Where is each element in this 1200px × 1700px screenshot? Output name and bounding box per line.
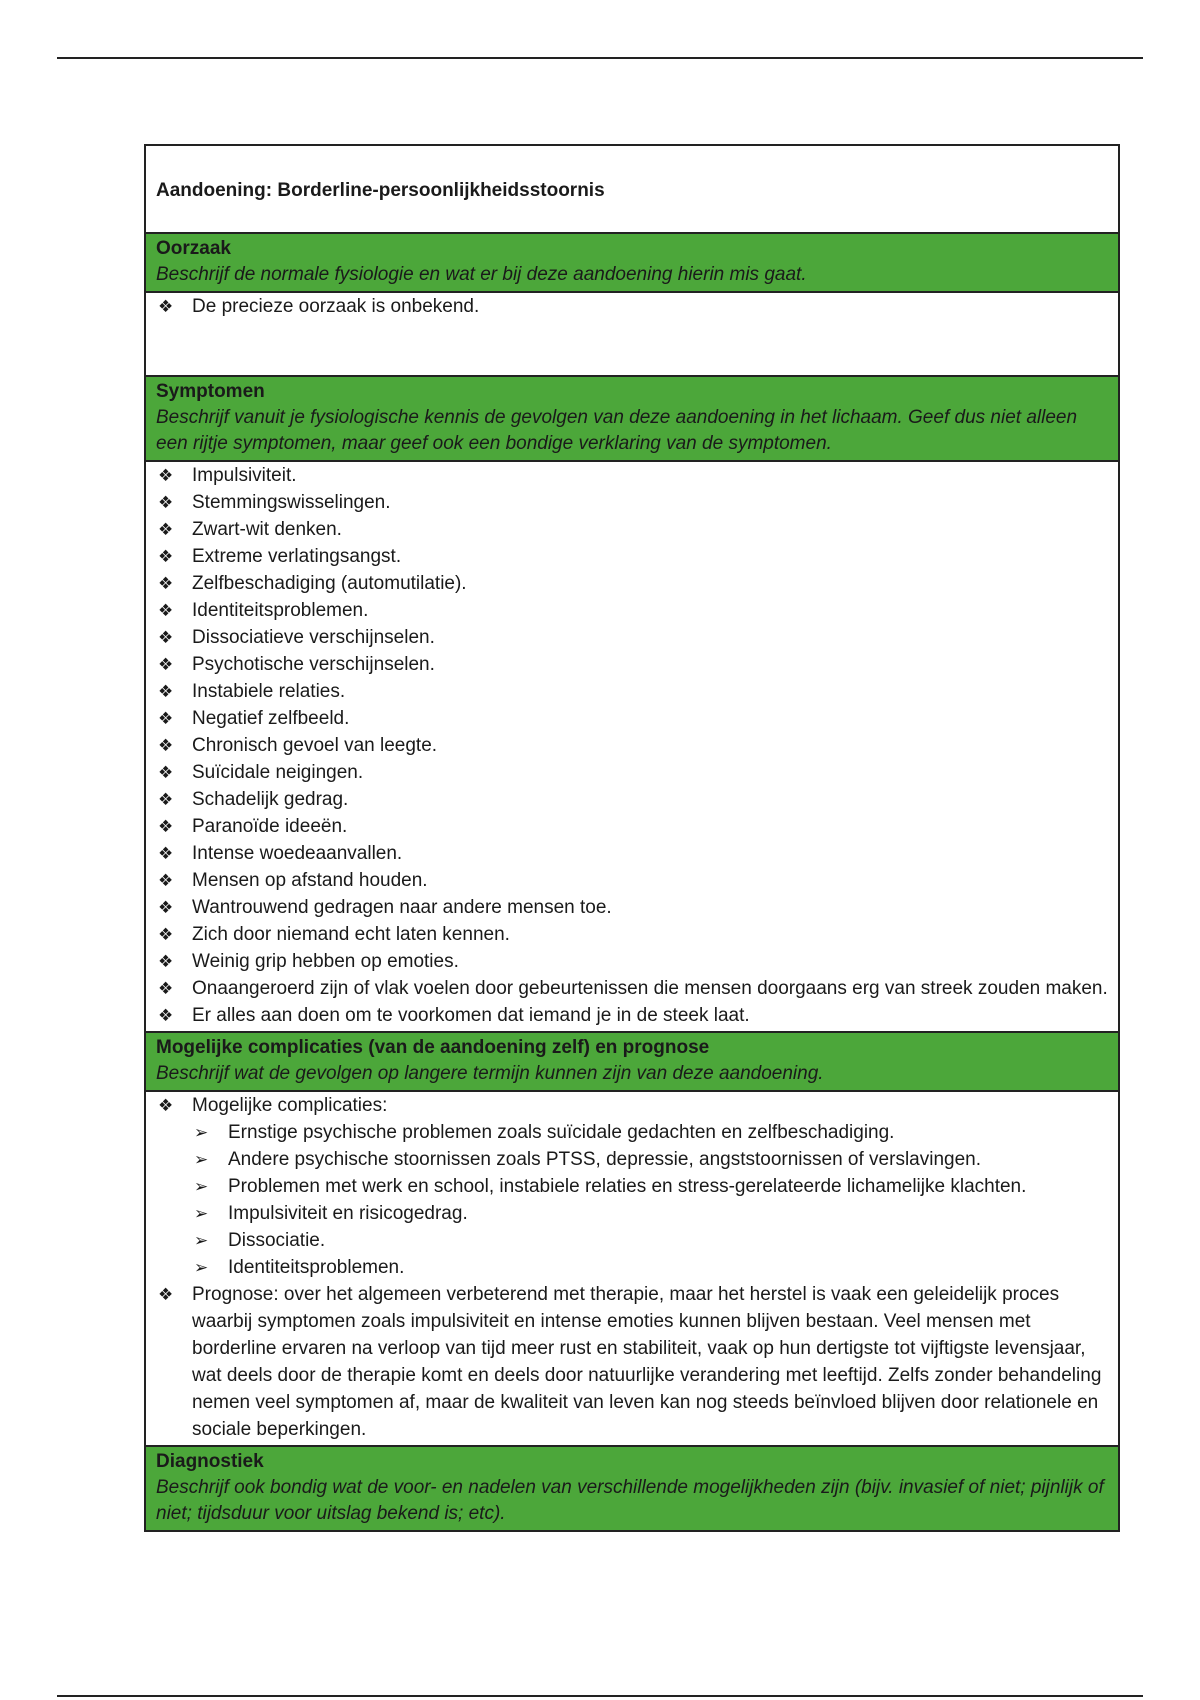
list-item-text: Schadelijk gedrag.	[192, 789, 349, 810]
list-item	[156, 597, 1108, 624]
list-item	[156, 516, 1108, 543]
symptomen-list	[156, 462, 1108, 1029]
list-item	[156, 624, 1108, 651]
arrow-bullet-icon: ➢	[194, 1231, 209, 1250]
symptomen-header-row	[145, 376, 1119, 461]
list-item	[192, 1227, 1108, 1254]
list-item-text: Zelfbeschadiging (automutilatie).	[192, 573, 467, 594]
list-item-text: Paranoïde ideeën.	[192, 816, 348, 837]
list-item-text: Identiteitsproblemen.	[228, 1257, 405, 1278]
list-item-text: Intense woedeaanvallen.	[192, 843, 403, 864]
diamond-bullet-icon: ❖	[158, 628, 174, 647]
arrow-bullet-icon: ➢	[194, 1258, 209, 1277]
list-item-text: Impulsiviteit.	[192, 465, 297, 486]
diamond-bullet-icon: ❖	[158, 1096, 174, 1115]
list-item-text: Suïcidale neigingen.	[192, 762, 364, 783]
list-item-text: Negatief zelfbeeld.	[192, 708, 350, 729]
list-item-text: Ernstige psychische problemen zoals suïcidale gedachten en zelfbeschadiging.	[228, 1122, 895, 1143]
complicaties-header	[145, 1032, 1119, 1091]
list-item	[156, 975, 1108, 1002]
list-item-text: Extreme verlatingsangst.	[192, 546, 402, 567]
list-item	[156, 651, 1108, 678]
symptomen-header	[145, 376, 1119, 461]
diamond-bullet-icon: ❖	[158, 547, 174, 566]
diamond-bullet-icon: ❖	[158, 817, 174, 836]
list-item-text: Stemmingswisselingen.	[192, 492, 391, 513]
list-item	[156, 462, 1108, 489]
diamond-bullet-icon: ❖	[158, 790, 174, 809]
symptomen-heading: Symptomen	[156, 381, 265, 402]
oorzaak-body-row	[145, 292, 1119, 376]
list-item-text: Onaangeroerd zijn of vlak voelen door gebeurtenissen die mensen doorgaans erg van streek zouden maken.	[192, 978, 1108, 999]
title-row	[145, 145, 1119, 233]
diamond-bullet-icon: ❖	[158, 601, 174, 620]
page-title: Aandoening: Borderline-persoonlijkheidsstoornis	[156, 180, 605, 201]
list-item-text: Psychotische verschijnselen.	[192, 654, 435, 675]
list-item	[192, 1119, 1108, 1146]
complicaties-instruction: Beschrijf wat de gevolgen op langere termijn kunnen zijn van deze aandoening.	[156, 1063, 824, 1084]
list-item	[156, 1092, 1108, 1281]
list-item-text: Weinig grip hebben op emoties.	[192, 951, 459, 972]
oorzaak-list	[156, 293, 1108, 320]
diamond-bullet-icon: ❖	[158, 520, 174, 539]
condition-table	[144, 144, 1120, 1532]
complicaties-sub-list	[192, 1119, 1108, 1281]
complicaties-heading: Mogelijke complicaties (van de aandoening zelf) en prognose	[156, 1037, 710, 1058]
diamond-bullet-icon: ❖	[158, 493, 174, 512]
arrow-bullet-icon: ➢	[194, 1150, 209, 1169]
diamond-bullet-icon: ❖	[158, 925, 174, 944]
list-item	[156, 840, 1108, 867]
diamond-bullet-icon: ❖	[158, 1285, 174, 1304]
oorzaak-body	[145, 292, 1119, 376]
oorzaak-instruction: Beschrijf de normale fysiologie en wat er bij deze aandoening hierin mis gaat.	[156, 264, 807, 285]
diamond-bullet-icon: ❖	[158, 709, 174, 728]
oorzaak-header	[145, 233, 1119, 292]
diagnostiek-instruction: Beschrijf ook bondig wat de voor- en nadelen van verschillende mogelijkheden zijn (bijv. invasief of niet; pijnlijk of niet; tijdsduur voor uitslag bekend is; etc).	[156, 1477, 1104, 1524]
diamond-bullet-icon: ❖	[158, 736, 174, 755]
complicaties-header-row	[145, 1032, 1119, 1091]
list-item-text: Instabiele relaties.	[192, 681, 346, 702]
list-item-text: Dissociatieve verschijnselen.	[192, 627, 435, 648]
diagnostiek-header-row	[145, 1446, 1119, 1531]
diamond-bullet-icon: ❖	[158, 763, 174, 782]
complicaties-body	[145, 1091, 1119, 1446]
diamond-bullet-icon: ❖	[158, 1006, 174, 1025]
list-item	[192, 1200, 1108, 1227]
prognose-text: Prognose: over het algemeen verbeterend met therapie, maar het herstel is vaak een geleidelijk proces waarbij symptomen zoals impulsiviteit en intense emoties kunnen blijven bestaan. Veel mensen met borderline ervaren na verloop van tijd meer rust en stabiliteit, vaak op hun dertigste tot vijftigste levensjaar, wat deels door de therapie komt en deels door natuurlijke verandering met leeftijd. Zelfs zonder behandeling nemen veel symptomen af, maar de kwaliteit van leven kan nog steeds beïnvloed blijven door relationele en sociale beperkingen.	[192, 1284, 1102, 1440]
list-item	[156, 948, 1108, 975]
list-item-text: Er alles aan doen om te voorkomen dat iemand je in de steek laat.	[192, 1005, 750, 1026]
list-item	[156, 732, 1108, 759]
page-bottom-rule	[57, 1695, 1143, 1697]
list-item-text: Mensen op afstand houden.	[192, 870, 428, 891]
list-item	[156, 293, 1108, 320]
list-item	[156, 570, 1108, 597]
symptomen-instruction: Beschrijf vanuit je fysiologische kennis de gevolgen van deze aandoening in het lichaam. Geef dus niet alleen een rijtje symptomen, maar geef ook een bondige verklaring van de symptomen.	[156, 407, 1078, 454]
list-item-text: Wantrouwend gedragen naar andere mensen toe.	[192, 897, 612, 918]
list-item	[156, 678, 1108, 705]
list-item	[192, 1146, 1108, 1173]
list-item-text: Dissociatie.	[228, 1230, 326, 1251]
diamond-bullet-icon: ❖	[158, 898, 174, 917]
list-item	[156, 759, 1108, 786]
list-item-text: Problemen met werk en school, instabiele relaties en stress-gerelateerde lichamelijke klachten.	[228, 1176, 1027, 1197]
list-item	[156, 786, 1108, 813]
diamond-bullet-icon: ❖	[158, 297, 174, 316]
complicaties-list	[156, 1092, 1108, 1443]
list-item-text: De precieze oorzaak is onbekend.	[192, 296, 480, 317]
oorzaak-heading: Oorzaak	[156, 238, 231, 259]
oorzaak-header-row	[145, 233, 1119, 292]
list-item	[192, 1254, 1108, 1281]
complicaties-label: Mogelijke complicaties:	[192, 1095, 388, 1116]
list-item	[156, 1281, 1108, 1443]
complicaties-body-row	[145, 1091, 1119, 1446]
diamond-bullet-icon: ❖	[158, 655, 174, 674]
diamond-bullet-icon: ❖	[158, 574, 174, 593]
list-item	[156, 813, 1108, 840]
arrow-bullet-icon: ➢	[194, 1204, 209, 1223]
list-item	[156, 543, 1108, 570]
diamond-bullet-icon: ❖	[158, 979, 174, 998]
arrow-bullet-icon: ➢	[194, 1123, 209, 1142]
symptomen-body-row	[145, 461, 1119, 1032]
diamond-bullet-icon: ❖	[158, 466, 174, 485]
list-item-text: Zwart-wit denken.	[192, 519, 342, 540]
list-item	[156, 1002, 1108, 1029]
page-top-rule	[57, 57, 1143, 59]
list-item-text: Identiteitsproblemen.	[192, 600, 369, 621]
list-item-text: Chronisch gevoel van leegte.	[192, 735, 438, 756]
diamond-bullet-icon: ❖	[158, 844, 174, 863]
list-item	[192, 1173, 1108, 1200]
symptomen-body	[145, 461, 1119, 1032]
diamond-bullet-icon: ❖	[158, 871, 174, 890]
diagnostiek-header	[145, 1446, 1119, 1531]
list-item	[156, 705, 1108, 732]
list-item	[156, 921, 1108, 948]
title-cell	[145, 145, 1119, 233]
diamond-bullet-icon: ❖	[158, 952, 174, 971]
list-item-text: Andere psychische stoornissen zoals PTSS, depressie, angststoornissen of verslavingen.	[228, 1149, 982, 1170]
list-item-text: Impulsiviteit en risicogedrag.	[228, 1203, 468, 1224]
list-item	[156, 489, 1108, 516]
diamond-bullet-icon: ❖	[158, 682, 174, 701]
list-item-text: Zich door niemand echt laten kennen.	[192, 924, 510, 945]
arrow-bullet-icon: ➢	[194, 1177, 209, 1196]
diagnostiek-heading: Diagnostiek	[156, 1451, 264, 1472]
list-item	[156, 867, 1108, 894]
list-item	[156, 894, 1108, 921]
